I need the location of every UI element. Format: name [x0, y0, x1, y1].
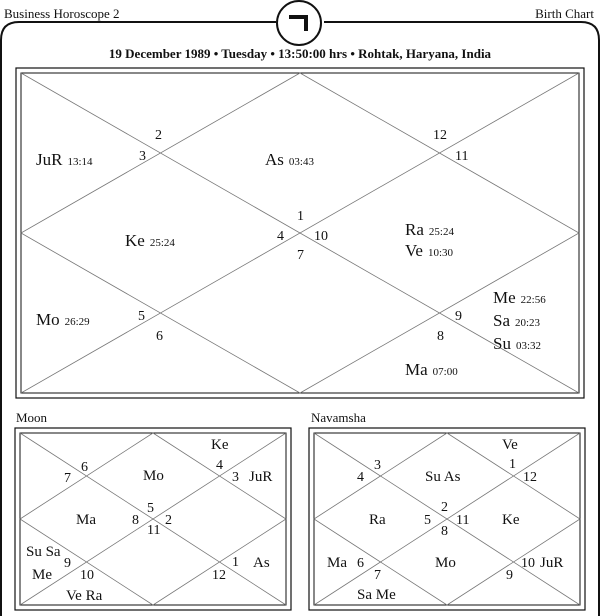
- navamsha-house-number-11: 11: [456, 513, 470, 528]
- navamsha-house-number-8: 8: [441, 524, 448, 539]
- house-number-6: 6: [156, 329, 163, 344]
- moon-house-number-7: 7: [64, 471, 71, 486]
- navamsha-planet-su-as: Su As: [425, 469, 461, 485]
- navamsha-house-number-9: 9: [506, 568, 513, 583]
- navamsha-house-number-2: 2: [441, 500, 448, 515]
- house-number-12: 12: [433, 128, 447, 143]
- navamsha-house-number-5: 5: [424, 513, 431, 528]
- house-number-7: 7: [297, 248, 304, 263]
- house-number-8: 8: [437, 329, 444, 344]
- navamsha-house-number-10: 10: [521, 556, 535, 571]
- house-number-2: 2: [155, 128, 162, 143]
- navamsha-house-number-7: 7: [374, 568, 381, 583]
- navamsha-planet-jur: JuR: [540, 555, 564, 571]
- planet-ke: Ke 25:24: [125, 231, 175, 250]
- moon-planet-ke: Ke: [211, 437, 229, 453]
- moon-house-number-10: 10: [80, 568, 94, 583]
- house-number-11: 11: [455, 149, 469, 164]
- moon-house-number-8: 8: [132, 513, 139, 528]
- moon-house-number-1: 1: [232, 555, 239, 570]
- moon-house-number-6: 6: [81, 460, 88, 475]
- house-number-5: 5: [138, 309, 145, 324]
- moon-planet-ma: Ma: [76, 512, 96, 528]
- navamsha-chart-label: Navamsha: [311, 410, 366, 425]
- house-number-9: 9: [455, 309, 462, 324]
- navamsha-planet-ve: Ve: [502, 437, 518, 453]
- moon-planet-su-sa: Su Sa: [26, 544, 61, 560]
- house-number-10: 10: [314, 229, 328, 244]
- moon-planet-as: As: [253, 555, 270, 571]
- planet-as: As 03:43: [265, 150, 314, 169]
- birth-details: 19 December 1989 • Tuesday • 13:50:00 hrs • Rohtak, Haryana, India: [108, 46, 492, 61]
- house-number-3: 3: [139, 149, 146, 164]
- planet-jur: JuR 13:14: [36, 150, 93, 169]
- navamsha-house-number-6: 6: [357, 556, 364, 571]
- navamsha-planet-sa-me: Sa Me: [357, 587, 396, 603]
- moon-planet-jur: JuR: [249, 469, 273, 485]
- planet-su: Su 03:32: [493, 334, 542, 353]
- planet-me: Me 22:56: [493, 288, 546, 307]
- chart-type-title: Birth Chart: [535, 6, 594, 21]
- navamsha-house-number-12: 12: [523, 470, 537, 485]
- moon-house-number-2: 2: [165, 513, 172, 528]
- moon-house-number-9: 9: [64, 556, 71, 571]
- planet-mo: Mo 26:29: [36, 310, 90, 329]
- moon-house-number-4: 4: [216, 458, 223, 473]
- moon-planet-ve-ra: Ve Ra: [66, 588, 103, 604]
- planet-ra: Ra 25:24: [405, 220, 454, 239]
- planet-ve: Ve 10:30: [405, 241, 454, 260]
- moon-house-number-12: 12: [212, 568, 226, 583]
- moon-house-number-3: 3: [232, 470, 239, 485]
- moon-chart: [15, 428, 291, 610]
- navamsha-planet-ke: Ke: [502, 512, 520, 528]
- house-number-1: 1: [297, 209, 304, 224]
- report-title: Business Horoscope 2: [4, 6, 120, 21]
- navamsha-house-number-3: 3: [374, 458, 381, 473]
- moon-planet-me: Me: [32, 567, 52, 583]
- planet-sa: Sa 20:23: [493, 311, 541, 330]
- moon-house-number-11: 11: [147, 523, 161, 538]
- house-number-4: 4: [277, 229, 284, 244]
- navamsha-planet-mo: Mo: [435, 555, 456, 571]
- navamsha-chart: [309, 428, 585, 610]
- navamsha-planet-ma: Ma: [327, 555, 347, 571]
- planet-ma: Ma 07:00: [405, 360, 458, 379]
- moon-planet-mo: Mo: [143, 468, 164, 484]
- navamsha-planet-ra: Ra: [369, 512, 386, 528]
- navamsha-house-number-4: 4: [357, 470, 364, 485]
- moon-chart-label: Moon: [16, 410, 48, 425]
- navamsha-house-number-1: 1: [509, 457, 516, 472]
- moon-house-number-5: 5: [147, 501, 154, 516]
